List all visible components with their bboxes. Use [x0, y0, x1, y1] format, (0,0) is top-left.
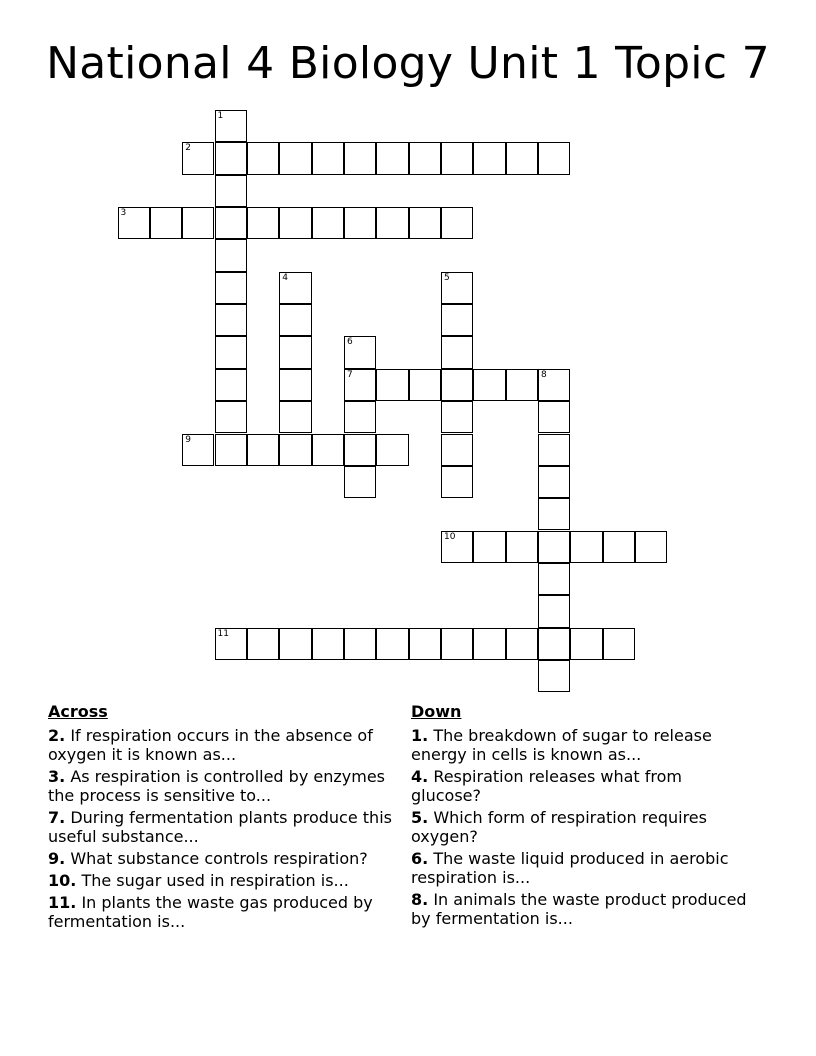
- grid-cell[interactable]: [441, 272, 473, 304]
- down-heading: Down: [411, 702, 462, 721]
- grid-cell[interactable]: [215, 142, 247, 174]
- grid-cell[interactable]: [603, 531, 635, 563]
- clue-across-3: 3. As respiration is controlled by enzymes the process is sensitive to...: [48, 767, 385, 805]
- clue-number: 8: [541, 369, 547, 380]
- down-clues: [411, 702, 756, 931]
- clue-number: 4: [282, 272, 288, 283]
- clue-down-4: 4. Respiration releases what from glucose?: [411, 767, 682, 805]
- clue-number: 11: [217, 628, 229, 639]
- grid-cell[interactable]: [441, 336, 473, 368]
- grid-cell[interactable]: [215, 207, 247, 239]
- clue-number: 5: [444, 272, 450, 283]
- grid-cell[interactable]: [312, 142, 344, 174]
- grid-cell[interactable]: [279, 207, 311, 239]
- clue-number: 10: [444, 531, 456, 542]
- grid-cell[interactable]: [312, 207, 344, 239]
- grid-cell[interactable]: [473, 142, 505, 174]
- grid-cell[interactable]: [182, 207, 214, 239]
- clue-across-10: 10. The sugar used in respiration is...: [48, 871, 349, 890]
- grid-cell[interactable]: [376, 628, 408, 660]
- grid-cell[interactable]: [279, 401, 311, 433]
- grid-cell[interactable]: [344, 142, 376, 174]
- grid-cell[interactable]: [603, 628, 635, 660]
- grid-cell[interactable]: [538, 434, 570, 466]
- clue-number: 1: [217, 111, 224, 121]
- clue-number: 2: [185, 143, 191, 154]
- clue-down-5: 5. Which form of respiration requires oxygen?: [411, 808, 707, 846]
- grid-cell[interactable]: [570, 531, 602, 563]
- grid-cell[interactable]: [215, 110, 247, 142]
- grid-cell[interactable]: [344, 207, 376, 239]
- grid-cell[interactable]: [279, 304, 311, 336]
- grid-cell[interactable]: [473, 531, 505, 563]
- grid-cell[interactable]: [376, 142, 408, 174]
- grid-cell[interactable]: [279, 272, 311, 304]
- grid-cell[interactable]: [344, 466, 376, 498]
- grid-cell[interactable]: [538, 531, 570, 563]
- clue-across-11: 11. In plants the waste gas produced by fermentation is...: [48, 893, 373, 931]
- clue-number: 6: [346, 337, 353, 348]
- grid-cell[interactable]: [344, 628, 376, 660]
- grid-cell[interactable]: [441, 466, 473, 498]
- grid-cell[interactable]: [215, 239, 247, 271]
- clue-number: 9: [185, 434, 191, 445]
- grid-cell[interactable]: [570, 628, 602, 660]
- grid-cell[interactable]: [344, 369, 376, 401]
- grid-cell[interactable]: [279, 336, 311, 368]
- grid-cell[interactable]: [409, 207, 441, 239]
- grid-cell[interactable]: [376, 207, 408, 239]
- grid-cell[interactable]: [344, 401, 376, 433]
- grid-cell[interactable]: [538, 595, 570, 627]
- grid-cell[interactable]: [247, 628, 279, 660]
- grid-cell[interactable]: [215, 434, 247, 466]
- grid-cell[interactable]: [441, 401, 473, 433]
- across-clues: [48, 702, 393, 934]
- clue-down-8: 8. In animals the waste product produced by fermentation is...: [411, 890, 747, 928]
- grid-cell[interactable]: [150, 207, 182, 239]
- grid-cell[interactable]: [473, 628, 505, 660]
- grid-cell[interactable]: [441, 142, 473, 174]
- across-heading: Across: [48, 702, 108, 721]
- grid-cell[interactable]: [344, 434, 376, 466]
- grid-cell[interactable]: [441, 531, 473, 563]
- grid-cell[interactable]: [538, 563, 570, 595]
- grid-cell[interactable]: [215, 272, 247, 304]
- grid-cell[interactable]: [215, 628, 247, 660]
- grid-cell[interactable]: [409, 628, 441, 660]
- grid-cell[interactable]: [441, 304, 473, 336]
- grid-cell[interactable]: [441, 207, 473, 239]
- grid-cell[interactable]: [538, 369, 570, 401]
- grid-cell[interactable]: [441, 628, 473, 660]
- grid-cell[interactable]: [279, 369, 311, 401]
- grid-cell[interactable]: [247, 142, 279, 174]
- grid-cell[interactable]: [182, 434, 214, 466]
- grid-cell[interactable]: [538, 142, 570, 174]
- grid-cell[interactable]: [441, 434, 473, 466]
- grid-cell[interactable]: [215, 336, 247, 368]
- clue-across-9: 9. What substance controls respiration?: [48, 849, 368, 868]
- grid-cell[interactable]: [215, 175, 247, 207]
- grid-cell[interactable]: [279, 142, 311, 174]
- clue-down-6: 6. The waste liquid produced in aerobic respiration is...: [411, 849, 729, 887]
- grid-cell[interactable]: [538, 401, 570, 433]
- grid-cell[interactable]: [247, 207, 279, 239]
- grid-cell[interactable]: [279, 434, 311, 466]
- page-title: National 4 Biology Unit 1 Topic 7: [46, 38, 770, 89]
- clue-number: 7: [346, 369, 353, 380]
- clue-across-2: 2. If respiration occurs in the absence of oxygen it is known as...: [48, 726, 373, 764]
- clue-number: 3: [120, 208, 127, 219]
- grid-cell[interactable]: [279, 628, 311, 660]
- grid-cell[interactable]: [506, 369, 538, 401]
- grid-cell[interactable]: [118, 207, 150, 239]
- grid-cell[interactable]: [312, 628, 344, 660]
- grid-cell[interactable]: [247, 434, 279, 466]
- grid-cell[interactable]: [409, 142, 441, 174]
- clue-down-1: 1. The breakdown of sugar to release energy in cells is known as...: [411, 726, 712, 764]
- grid-cell[interactable]: [376, 434, 408, 466]
- grid-cell[interactable]: [473, 369, 505, 401]
- clue-across-7: 7. During fermentation plants produce this useful substance...: [48, 808, 392, 846]
- grid-cell[interactable]: [506, 628, 538, 660]
- grid-cell[interactable]: [538, 498, 570, 530]
- grid-cell[interactable]: [215, 401, 247, 433]
- grid-cell[interactable]: [506, 142, 538, 174]
- grid-cell[interactable]: [376, 369, 408, 401]
- grid-cell[interactable]: [538, 628, 570, 660]
- grid-cell[interactable]: [635, 531, 667, 563]
- grid-cell[interactable]: [312, 434, 344, 466]
- grid-cell[interactable]: [215, 304, 247, 336]
- grid-cell[interactable]: [182, 142, 214, 174]
- grid-cell[interactable]: [538, 660, 570, 692]
- grid-cell[interactable]: [506, 531, 538, 563]
- grid-cell[interactable]: [344, 336, 376, 368]
- grid-cell[interactable]: [538, 466, 570, 498]
- grid-cell[interactable]: [409, 369, 441, 401]
- grid-cell[interactable]: [215, 369, 247, 401]
- grid-cell[interactable]: [441, 369, 473, 401]
